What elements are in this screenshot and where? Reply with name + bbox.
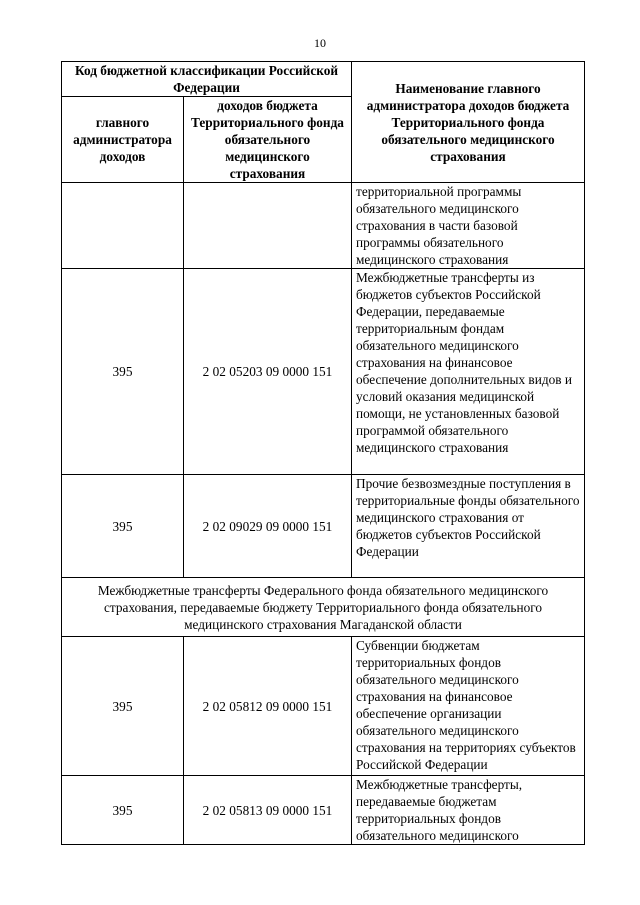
table-header-row: [62, 62, 585, 97]
header-income-cell: доходов бюджета Территориального фонда обязательного медицинского страхования: [184, 97, 352, 183]
row-income-code: 2 02 09029 09 0000 151: [184, 475, 352, 578]
table-row: [62, 269, 585, 475]
row-admin-code: 395: [62, 269, 184, 475]
section-row: [62, 578, 585, 637]
section-title: Межбюджетные трансферты Федерального фонда обязательного медицинского страхования, передаваемые бюджету Территориального фонда обязательного медицинского страхования Магаданской области: [62, 578, 585, 637]
page-number: 10: [314, 36, 326, 50]
row-admin-code: 395: [62, 475, 184, 578]
table-row: [62, 183, 585, 269]
header-admin-cell: главного администратора доходов: [62, 97, 184, 183]
table-row: [62, 475, 585, 578]
row-admin-code: 395: [62, 776, 184, 845]
row-name: Прочие безвозмездные поступления в территориальные фонды обязательного медицинского страхования от бюджетов субъектов Российской Федерации: [352, 475, 585, 578]
row-admin-code: 395: [62, 637, 184, 776]
row-income-code: 2 02 05813 09 0000 151: [184, 776, 352, 845]
row-income-code: 2 02 05203 09 0000 151: [184, 269, 352, 475]
row-name: Межбюджетные трансферты, передаваемые бюджетам территориальных фондов обязательного медицинского: [352, 776, 585, 845]
row-admin-code: [62, 183, 184, 269]
row-income-code: 2 02 05812 09 0000 151: [184, 637, 352, 776]
header-group-cell: Код бюджетной классификации Российской Федерации: [62, 62, 352, 97]
row-name: Субвенции бюджетам территориальных фондов обязательного медицинского страхования на финансовое обеспечение организации обязательного медицинского страхования на территориях субъектов Российской Федерации: [352, 637, 585, 776]
budget-classification-table: [61, 61, 585, 845]
header-name-cell: Наименование главного администратора доходов бюджета Территориального фонда обязательного медицинского страхования: [352, 62, 585, 183]
row-income-code: [184, 183, 352, 269]
row-name: территориальной программы обязательного медицинского страхования в части базовой программы обязательного медицинского страхования: [352, 183, 585, 269]
table-row: [62, 776, 585, 845]
row-name: Межбюджетные трансферты из бюджетов субъектов Российской Федерации, передаваемые территориальным фондам обязательного медицинского страхования на финансовое обеспечение дополнительных видов и условий оказания медицинской помощи, не установленных базовой программой обязательного медицинского страхования: [352, 269, 585, 475]
table-row: [62, 637, 585, 776]
